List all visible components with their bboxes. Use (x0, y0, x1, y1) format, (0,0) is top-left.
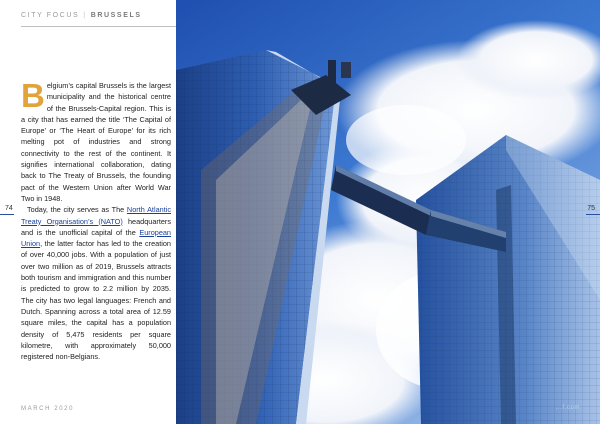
city-label: BRUSSELS (90, 12, 142, 19)
brussels-towers-photo (176, 0, 600, 424)
section-label: CITY FOCUS (21, 12, 80, 19)
page-number-right: 75 (587, 205, 595, 212)
page-number-rule-right (586, 214, 600, 215)
page-number-rule-left (0, 214, 14, 215)
article-paragraph-1: elgium’s capital Brussels is the largest municipality and the historical centre of the Brussels-Capital region. This is a city that has earned the title ‘The Capital of Europe’ or ‘The Heart of Europe’ for its rich melting pot of industries and strong connectivity to the rest of the continent. It signifies international collaboration, dating back to The Treaty of Brussels, the founding pact of the Western Union after World War Two in 1948. (21, 81, 171, 203)
nato-link[interactable]: North Atlantic Treaty Organisation’s (NATO) (21, 205, 171, 226)
article-body (21, 77, 172, 362)
p2-text-middle: headquarters and is the unofficial capital of the (21, 216, 172, 237)
european-union-link[interactable]: European Union (21, 227, 171, 249)
header-separator: | (83, 12, 87, 19)
drop-cap: B (21, 77, 45, 114)
page-number-left: 74 (5, 205, 13, 212)
p2-text-before: Today, the city serves as The (27, 205, 127, 215)
issue-date: MARCH 2020 (21, 406, 75, 412)
article-paragraph-2 (21, 204, 171, 362)
p2-text-after: , the latter factor has led to the creation of over 40,000 jobs. With a population of just over two million as of 2019, Brussels attracts both tourism and immigration and this number is predicted to grow to 2.2 million by 2035. The city has two legal languages: French and Dutch. Spanning across a total area of 12.59 square miles, the capital has a population density of 5,475 residents per square kilometre, with approximately 50,000 registered non-Belgians. (21, 239, 171, 362)
footer-url[interactable]: ...f.com (555, 405, 580, 411)
section-header (21, 12, 142, 19)
